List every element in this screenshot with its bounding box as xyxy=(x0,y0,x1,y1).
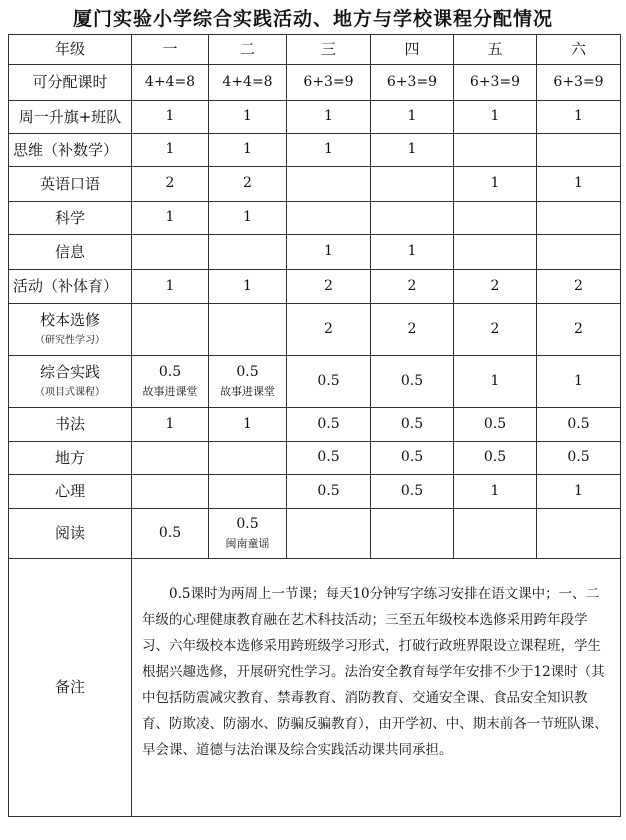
row-label: 地方 xyxy=(9,442,132,475)
cell-value: 0.5 xyxy=(236,363,259,380)
header-row xyxy=(9,35,621,65)
table-row xyxy=(9,65,621,101)
cell-value: 0.5 xyxy=(158,524,182,541)
grade-header-label: 年级 xyxy=(9,35,132,65)
row-label xyxy=(9,304,132,356)
table-cell xyxy=(287,202,371,235)
row-label: 可分配课时 xyxy=(9,65,132,101)
table-cell: 2 xyxy=(371,304,454,356)
cell-note: 故事进课堂 xyxy=(142,385,198,399)
table-cell: 2 xyxy=(537,304,621,356)
table-cell: 1 xyxy=(371,101,454,134)
table-cell: 1 xyxy=(132,101,209,134)
table-cell xyxy=(132,356,209,408)
table-row xyxy=(9,134,621,167)
table-cell: 1 xyxy=(209,134,287,167)
table-cell: 1 xyxy=(287,134,371,167)
table-row xyxy=(9,304,621,356)
table-cell: 6+3=9 xyxy=(537,65,621,101)
table-cell: 2 xyxy=(537,270,621,304)
grade-6-header: 六 xyxy=(537,35,621,65)
table-cell: 1 xyxy=(132,270,209,304)
row-label: 心理 xyxy=(9,475,132,509)
table-cell: 0.5 xyxy=(371,356,454,408)
table-cell: 6+3=9 xyxy=(287,65,371,101)
table-cell: 1 xyxy=(287,235,371,270)
table-cell xyxy=(287,167,371,202)
table-cell xyxy=(454,202,537,235)
table-row xyxy=(9,202,621,235)
table-row xyxy=(9,356,621,408)
table-cell xyxy=(371,202,454,235)
table-cell xyxy=(371,509,454,559)
table-cell xyxy=(209,356,287,408)
cell-value: 0.5 xyxy=(236,515,259,532)
row-label: 周一升旗+班队 xyxy=(9,101,132,134)
table-cell: 6+3=9 xyxy=(371,65,454,101)
row-label-text: 校本选修 xyxy=(39,311,100,330)
cell-note: 故事进课堂 xyxy=(220,385,275,399)
table-cell: 0.5 xyxy=(287,475,371,509)
row-label-text: 综合实践 xyxy=(39,363,100,382)
table-row xyxy=(9,442,621,475)
grade-3-header: 三 xyxy=(287,35,371,65)
row-label: 信息 xyxy=(9,235,132,270)
table-cell xyxy=(537,235,621,270)
table-cell: 1 xyxy=(132,134,209,167)
table-cell xyxy=(209,235,287,270)
table-row xyxy=(9,509,621,559)
table-cell xyxy=(209,442,287,475)
table-cell: 1 xyxy=(454,356,537,408)
table-cell xyxy=(132,509,209,559)
course-allocation-table xyxy=(8,34,621,817)
remarks-cell xyxy=(132,559,621,817)
table-cell: 0.5 xyxy=(287,442,371,475)
table-cell xyxy=(209,509,287,559)
table-cell: 1 xyxy=(209,101,287,134)
row-label: 活动（补体育） xyxy=(9,270,132,304)
table-cell xyxy=(454,235,537,270)
remarks-text: 0.5课时为两周上一节课；每天10分钟写字练习安排在语文课中；一、二年级的心理健康教育融在艺术科技活动；三至五年级校本选修采用跨年段学习、六年级校本选修采用跨班级学习形式，打破行政班界限设立课程班，学生根据兴趣选修，开展研究性学习。法治安全教育每学年安排不少于12课时（其中包括防震减灾教育、禁毒教育、消防教育、交通安全课、食品安全知识教育、防欺凌、防溺水、防骗反骗教育），由开学初、中、期末前各一节班队课、早会课、道德与法治课及综合实践活动课共同承担。 xyxy=(142,586,608,758)
table-cell: 1 xyxy=(454,101,537,134)
table-cell: 0.5 xyxy=(454,408,537,442)
grade-5-header: 五 xyxy=(454,35,537,65)
table-cell: 2 xyxy=(287,270,371,304)
table-cell: 2 xyxy=(371,270,454,304)
table-cell: 0.5 xyxy=(371,408,454,442)
table-cell: 1 xyxy=(209,408,287,442)
table-cell: 4+4=8 xyxy=(132,65,209,101)
table-cell: 2 xyxy=(132,167,209,202)
row-label: 英语口语 xyxy=(9,167,132,202)
table-cell: 0.5 xyxy=(287,408,371,442)
table-cell xyxy=(132,304,209,356)
table-cell: 1 xyxy=(287,101,371,134)
grade-1-header: 一 xyxy=(132,35,209,65)
table-cell xyxy=(371,167,454,202)
table-cell: 1 xyxy=(537,167,621,202)
table-cell: 0.5 xyxy=(537,442,621,475)
table-cell: 2 xyxy=(454,270,537,304)
table-row xyxy=(9,475,621,509)
row-label: 阅读 xyxy=(9,509,132,559)
grade-2-header: 二 xyxy=(209,35,287,65)
table-cell: 2 xyxy=(287,304,371,356)
document-title: 厦门实验小学综合实践活动、地方与学校课程分配情况 xyxy=(72,8,553,30)
table-cell: 1 xyxy=(537,101,621,134)
remarks-label: 备注 xyxy=(9,559,132,817)
table-cell: 0.5 xyxy=(371,442,454,475)
table-cell: 1 xyxy=(537,475,621,509)
row-label xyxy=(9,356,132,408)
table-cell xyxy=(537,134,621,167)
table-cell xyxy=(209,304,287,356)
table-cell: 0.5 xyxy=(287,356,371,408)
table-cell: 1 xyxy=(209,202,287,235)
table-cell: 0.5 xyxy=(454,442,537,475)
table-cell: 0.5 xyxy=(537,408,621,442)
table-cell xyxy=(132,475,209,509)
table-cell: 6+3=9 xyxy=(454,65,537,101)
table-cell xyxy=(209,475,287,509)
table-cell xyxy=(454,134,537,167)
table-cell: 1 xyxy=(371,134,454,167)
table-cell: 1 xyxy=(132,408,209,442)
table-row xyxy=(9,408,621,442)
table-cell: 2 xyxy=(454,304,537,356)
table-cell: 1 xyxy=(132,202,209,235)
table-cell: 2 xyxy=(209,167,287,202)
table-cell: 1 xyxy=(454,475,537,509)
table-cell xyxy=(454,509,537,559)
table-row xyxy=(9,235,621,270)
row-label: 思维（补数学） xyxy=(9,134,132,167)
row-sublabel: （研究性学习） xyxy=(35,335,105,347)
table-cell xyxy=(537,202,621,235)
table-cell xyxy=(132,442,209,475)
cell-value: 0.5 xyxy=(158,363,182,380)
grade-4-header: 四 xyxy=(371,35,454,65)
table-cell: 1 xyxy=(537,356,621,408)
table-cell xyxy=(287,509,371,559)
table-cell xyxy=(537,509,621,559)
row-label: 科学 xyxy=(9,202,132,235)
row-label: 书法 xyxy=(9,408,132,442)
table-cell xyxy=(132,235,209,270)
table-cell: 4+4=8 xyxy=(209,65,287,101)
table-cell: 1 xyxy=(209,270,287,304)
table-row xyxy=(9,167,621,202)
table-row xyxy=(9,101,621,134)
table-cell: 0.5 xyxy=(371,475,454,509)
table-cell: 1 xyxy=(371,235,454,270)
row-sublabel: （项目式课程） xyxy=(35,387,105,399)
remarks-row xyxy=(9,559,621,817)
table-cell: 1 xyxy=(454,167,537,202)
cell-note: 闽南童谣 xyxy=(225,537,270,551)
table-row xyxy=(9,270,621,304)
